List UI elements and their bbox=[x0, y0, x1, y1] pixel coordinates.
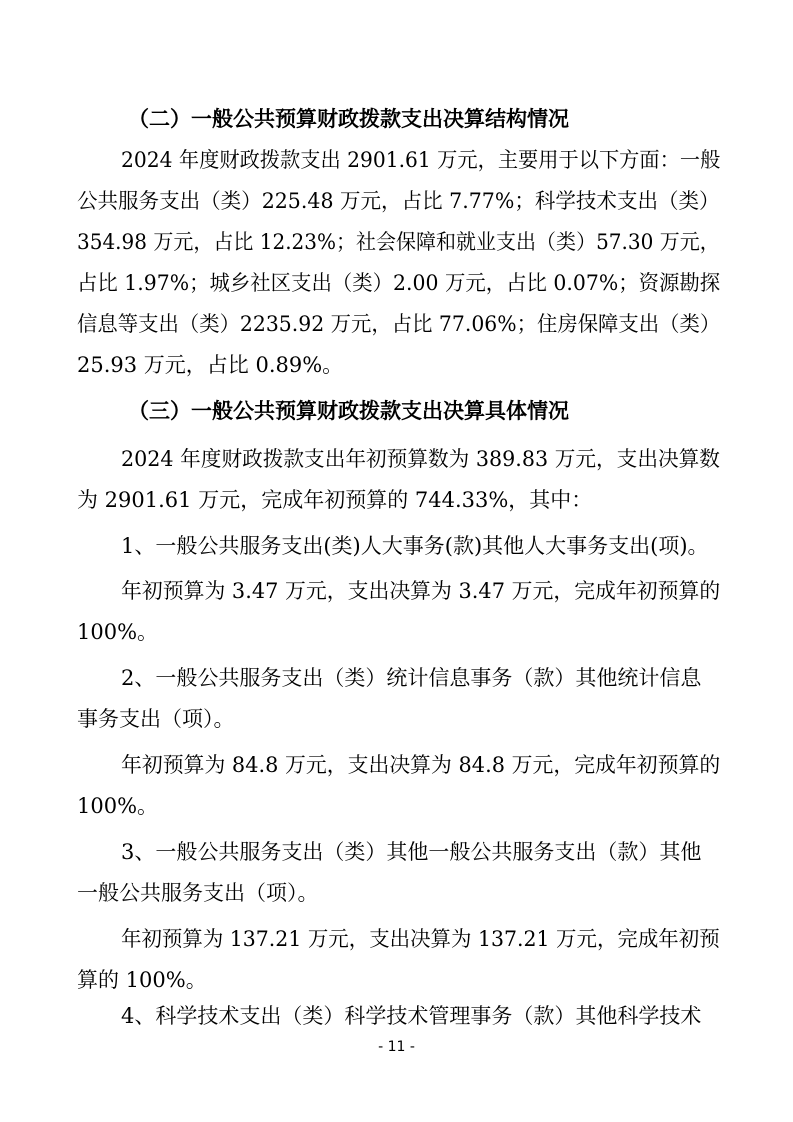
section-heading-structure: （二）一般公共预算财政拨款支出决算结构情况 bbox=[128, 107, 569, 131]
paragraph-line: 25.93 万元，占比 0.89%。 bbox=[77, 353, 344, 377]
page-number: - 11 - bbox=[378, 1039, 415, 1055]
paragraph-line: 算的 100%。 bbox=[77, 968, 207, 992]
item-title: 2、一般公共服务支出（类）统计信息事务（款）其他统计信息 bbox=[121, 666, 702, 690]
paragraph-line: 2024 年度财政拨款支出年初预算数为 389.83 万元，支出决算数 bbox=[121, 447, 720, 471]
paragraph-line: 年初预算为 137.21 万元，支出决算为 137.21 万元，完成年初预 bbox=[121, 927, 720, 951]
item-title: 4、科学技术支出（类）科学技术管理事务（款）其他科学技术 bbox=[121, 1004, 702, 1028]
paragraph-line: 年初预算为 84.8 万元，支出决算为 84.8 万元，完成年初预算的 bbox=[121, 753, 721, 777]
paragraph-line: 354.98 万元，占比 12.23%；社会保障和就业支出（类）57.30 万元， bbox=[77, 230, 720, 254]
paragraph-line: 100%。 bbox=[77, 794, 159, 818]
item-title: 1、一般公共服务支出(类)人大事务(款)其他人大事务支出(项)。 bbox=[121, 534, 709, 558]
paragraph-line: 公共服务支出（类）225.48 万元，占比 7.77%；科学技术支出（类） bbox=[77, 189, 720, 213]
paragraph-line: 信息等支出（类）2235.92 万元，占比 77.06%；住房保障支出（类） bbox=[77, 312, 721, 336]
paragraph-line: 年初预算为 3.47 万元，支出决算为 3.47 万元，完成年初预算的 bbox=[121, 579, 721, 603]
paragraph-line: 100%。 bbox=[77, 620, 159, 644]
item-title: 3、一般公共服务支出（类）其他一般公共服务支出（款）其他 bbox=[121, 840, 702, 864]
section-heading-detail: （三）一般公共预算财政拨款支出决算具体情况 bbox=[128, 399, 569, 423]
item-title: 事务支出（项）。 bbox=[77, 707, 235, 731]
item-title: 一般公共服务支出（项）。 bbox=[77, 881, 319, 905]
paragraph-line: 2024 年度财政拨款支出 2901.61 万元，主要用于以下方面：一般 bbox=[121, 148, 721, 172]
paragraph-line: 占比 1.97%；城乡社区支出（类）2.00 万元，占比 0.07%；资源勘探 bbox=[77, 271, 721, 295]
paragraph-line: 为 2901.61 万元，完成年初预算的 744.33%，其中： bbox=[77, 488, 593, 512]
